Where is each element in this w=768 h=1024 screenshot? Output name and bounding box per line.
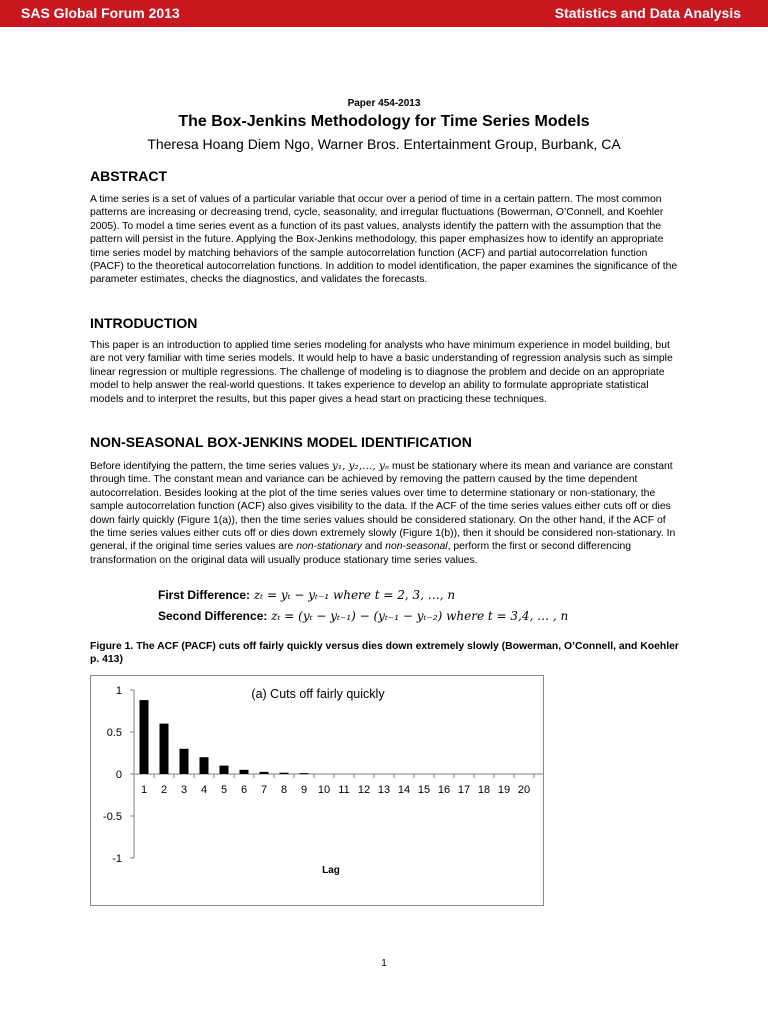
- x-tick-label: 16: [437, 784, 451, 796]
- x-tick-label: 18: [477, 784, 491, 796]
- second-difference-equation: [158, 609, 568, 623]
- introduction-heading: INTRODUCTION: [90, 315, 198, 331]
- y-tick-label: 1: [115, 685, 122, 697]
- chart-x-axis-label: Lag: [322, 865, 340, 876]
- second-difference-formula: zₜ = (yₜ − yₜ₋₁) − (yₜ₋₁ − yₜ₋₂) where t = 3,4, … , n: [271, 609, 569, 623]
- header-track: Statistics and Data Analysis: [554, 5, 741, 21]
- first-difference-label: First Difference:: [158, 588, 251, 602]
- paper-title: The Box-Jenkins Methodology for Time Series Models: [178, 113, 590, 130]
- nonseasonal-heading: NON-SEASONAL BOX-JENKINS MODEL IDENTIFICATION: [90, 434, 472, 450]
- x-tick-label: 13: [377, 784, 391, 796]
- x-tick-label: 19: [497, 784, 511, 796]
- acf-chart: [90, 675, 544, 906]
- page-number: 1: [381, 958, 387, 969]
- chart-title: (a) Cuts off fairly quickly: [251, 687, 385, 701]
- y-tick-label: 0: [115, 769, 122, 781]
- first-difference-formula: zₜ = yₜ − yₜ₋₁ where t = 2, 3, …, n: [253, 588, 456, 602]
- x-tick-label: 5: [220, 784, 228, 796]
- x-tick-label: 17: [457, 784, 471, 796]
- bar: [180, 749, 189, 774]
- x-tick-label: 8: [280, 784, 288, 796]
- x-tick-label: 9: [300, 784, 308, 796]
- x-tick-label: 4: [200, 784, 208, 796]
- x-tick-label: 6: [240, 784, 248, 796]
- nonseasonal-text-part: Before identifying the pattern, the time series values: [90, 461, 333, 472]
- bar: [220, 766, 229, 774]
- paper-authors: Theresa Hoang Diem Ngo, Warner Bros. Entertainment Group, Burbank, CA: [147, 136, 621, 152]
- first-difference-equation: [158, 588, 455, 602]
- y-tick-label: -1: [112, 853, 122, 865]
- bar: [140, 700, 149, 774]
- bar: [200, 757, 209, 774]
- y-tick-label: 0.5: [106, 727, 122, 739]
- emphasis-non-seasonal: non-seasonal: [385, 541, 448, 553]
- bar: [280, 773, 289, 774]
- bar: [300, 773, 309, 774]
- x-tick-label: 11: [338, 784, 350, 796]
- time-series-values-math: y₁, y₂,…, yₙ: [332, 460, 390, 472]
- x-tick-label: 15: [417, 784, 431, 796]
- abstract-text: A time series is a set of values of a particular variable that occur over a period of time in a certain pattern. The most common patterns are increasing or decreasing trend, cycle, seasonality, and irregular fluctuations (Bowerman, O’Connell, and Koehler 2005). To model a time series event as a function of its past values, analysts identify the pattern with the assumption that the pattern will persist in the future. Applying the Box-Jenkins methodology, this paper emphasizes how to identify an appropriate time series model by matching behaviors of the sample autocorrelation function (ACF) and partial autocorrelation function (PACF) to the theoretical autocorrelation functions. In addition to model identification, the paper examines the significance of the parameter estimates, checks the diagnostics, and validates the forecasts.: [90, 194, 678, 286]
- acf-chart-svg: [91, 676, 543, 905]
- header-banner: [0, 0, 768, 27]
- nonseasonal-text-part: and: [362, 541, 386, 553]
- bar: [260, 772, 269, 774]
- nonseasonal-text-part: , perform the first or second differencing transformation on the original data will usually produce stationary time series values.: [90, 541, 632, 566]
- header-conference: SAS Global Forum 2013: [21, 5, 180, 21]
- x-tick-label: 2: [160, 784, 168, 796]
- y-tick-label: -0.5: [103, 811, 122, 823]
- abstract-heading: ABSTRACT: [90, 168, 167, 184]
- x-tick-label: 1: [140, 784, 148, 796]
- x-tick-label: 10: [317, 784, 331, 796]
- x-tick-label: 7: [260, 784, 268, 796]
- x-tick-label: 3: [180, 784, 188, 796]
- nonseasonal-text: [90, 460, 680, 567]
- emphasis-non-stationary: non-stationary: [296, 541, 363, 553]
- x-tick-label: 12: [357, 784, 371, 796]
- x-tick-label: 14: [397, 784, 411, 796]
- paper-number: Paper 454-2013: [347, 98, 421, 109]
- bar: [160, 724, 169, 774]
- bar: [240, 770, 249, 774]
- nonseasonal-text-part: must be stationary where its mean and variance are constant through time. The constant mean and variance can be achieved by removing the pattern caused by the time dependent autocorrelation. Besides looking at the plot of the time series values over time to determine stationary or non-stationary, the sample autocorrelation function (ACF) also gives visibility to the data. If the ACF of the time series values either cuts off or dies down fairly quickly (Figure 1(a)), then the time series values should be considered stationary. On the other hand, if the ACF of the time series values either cuts off or dies down extremely slowly (Figure 1(b)), then it should be considered non-stationary. In general, if the original time series values are: [90, 461, 676, 553]
- second-difference-label: Second Difference:: [158, 609, 268, 623]
- introduction-text: This paper is an introduction to applied time series modeling for analysts who have minimum experience in model building, but are not very familiar with time series models. It would help to have a basic understanding of regression analysis such as simple linear regression or multiple regressions. The challenge of modeling is to diagnose the problem and decide on an appropriate model to help answer the real-world questions. It takes experience to develop an ability to formulate appropriate statistical models and to interpret the results, but this paper gives a head start on practicing these techniques.: [90, 340, 673, 405]
- x-tick-label: 20: [517, 784, 531, 796]
- figure-caption: Figure 1. The ACF (PACF) cuts off fairly quickly versus dies down extremely slowly (Bowerman, O’Connell, and Koehler p. 413): [90, 641, 679, 665]
